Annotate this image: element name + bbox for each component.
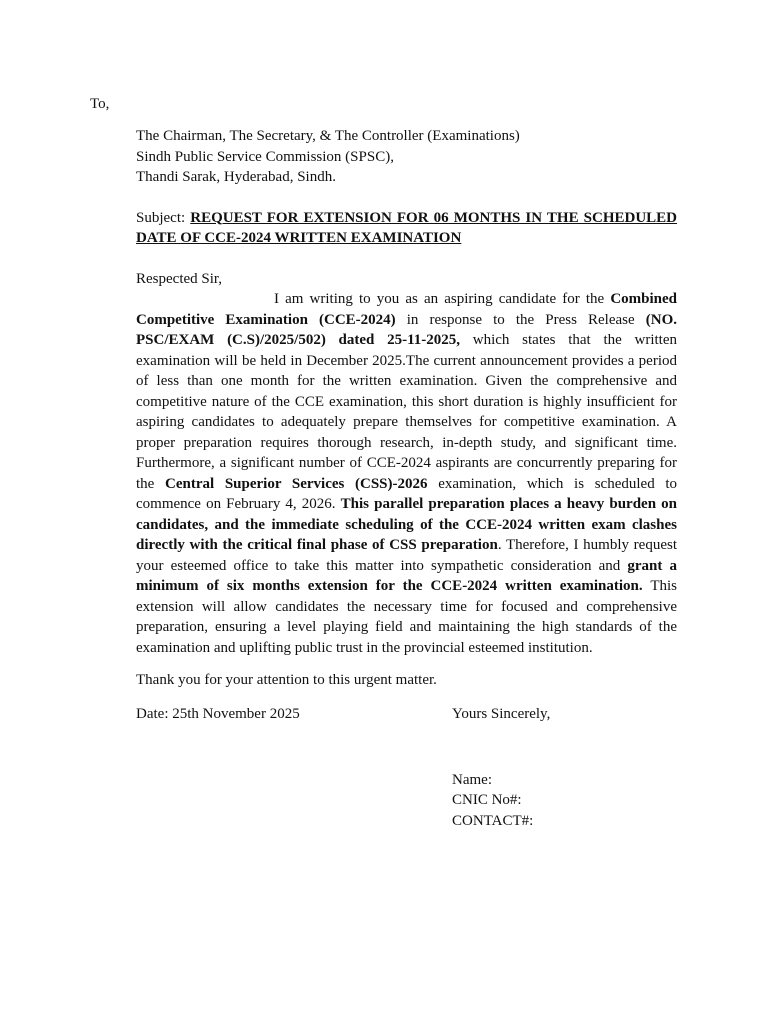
body-text-1: I am writing to you as an aspiring candidate for the <box>274 291 605 307</box>
date-closing-row <box>136 704 677 725</box>
address-line-1: The Chairman, The Secretary, & The Controller (Examinations) <box>136 128 520 144</box>
letter-content <box>136 126 677 831</box>
thanks-line: Thank you for your attention to this urgent matter. <box>136 672 437 688</box>
to-line: To, <box>90 96 110 112</box>
body-bold-3: Central Superior Services (CSS)-2026 <box>165 475 428 492</box>
body-bold-4: This parallel preparation places a heavy burden on candidates, and the immediate scheduling of the CCE-2024 written exam clashes directly with the critical final phase of CSS preparation <box>136 496 677 553</box>
subject-text: REQUEST FOR EXTENSION FOR 06 MONTHS IN THE SCHEDULED DATE OF CCE-2024 WRITTEN EXAMINATION <box>136 209 677 246</box>
subject-label: Subject: <box>136 209 186 226</box>
subject-line <box>136 208 677 249</box>
letter-date: Date: 25th November 2025 <box>136 705 300 722</box>
body-bold-5: grant a minimum of six months extension for the CCE-2024 written examination. <box>136 557 678 594</box>
salutation: Respected Sir, <box>136 270 223 287</box>
body-paragraph <box>136 289 677 658</box>
cnic-field-label: CNIC No#: <box>452 792 522 808</box>
recipient-address <box>136 126 677 188</box>
body-text-4: examination, which is scheduled to commence on February 4, 2026. <box>136 475 678 512</box>
address-line-3: Thandi Sarak, Hyderabad, Sindh. <box>136 169 336 185</box>
body-text-5: . Therefore, I humbly request your esteemed office to take this matter into sympathetic consideration and <box>136 537 677 574</box>
name-field-label: Name: <box>452 771 492 788</box>
address-line-2: Sindh Public Service Commission (SPSC), <box>136 148 394 165</box>
body-text-3: which states that the written examination will be held in December 2025.The current announcement provides a period of less than one month for the written examination. Given the comprehensive and competitive nature of the CCE examination, this short duration is highly insufficient for aspiring candidates to adequately prepare themselves for competitive examination. A proper preparation requires thorough research, in-depth study, and significant time. Furthermore, a significant number of CCE-2024 aspirants are concurrently preparing for the <box>136 332 677 492</box>
body-text-2: in response to the Press Release <box>406 311 635 328</box>
signature-block <box>452 770 677 832</box>
closing-line: Yours Sincerely, <box>452 705 551 722</box>
contact-field-label: CONTACT#: <box>452 812 534 829</box>
body-bold-1: Combined Competitive Examination (CCE-2024) <box>136 291 678 328</box>
body-text-6: This extension will allow candidates the necessary time for focused and comprehensive preparation, ensuring a level playing field and maintaining the high standards of the examination and uplifting public trust in the provincial esteemed institution. <box>136 578 678 656</box>
body-bold-2: (NO. PSC/EXAM (C.S)/2025/502) dated 25-11-2025, <box>136 311 678 348</box>
